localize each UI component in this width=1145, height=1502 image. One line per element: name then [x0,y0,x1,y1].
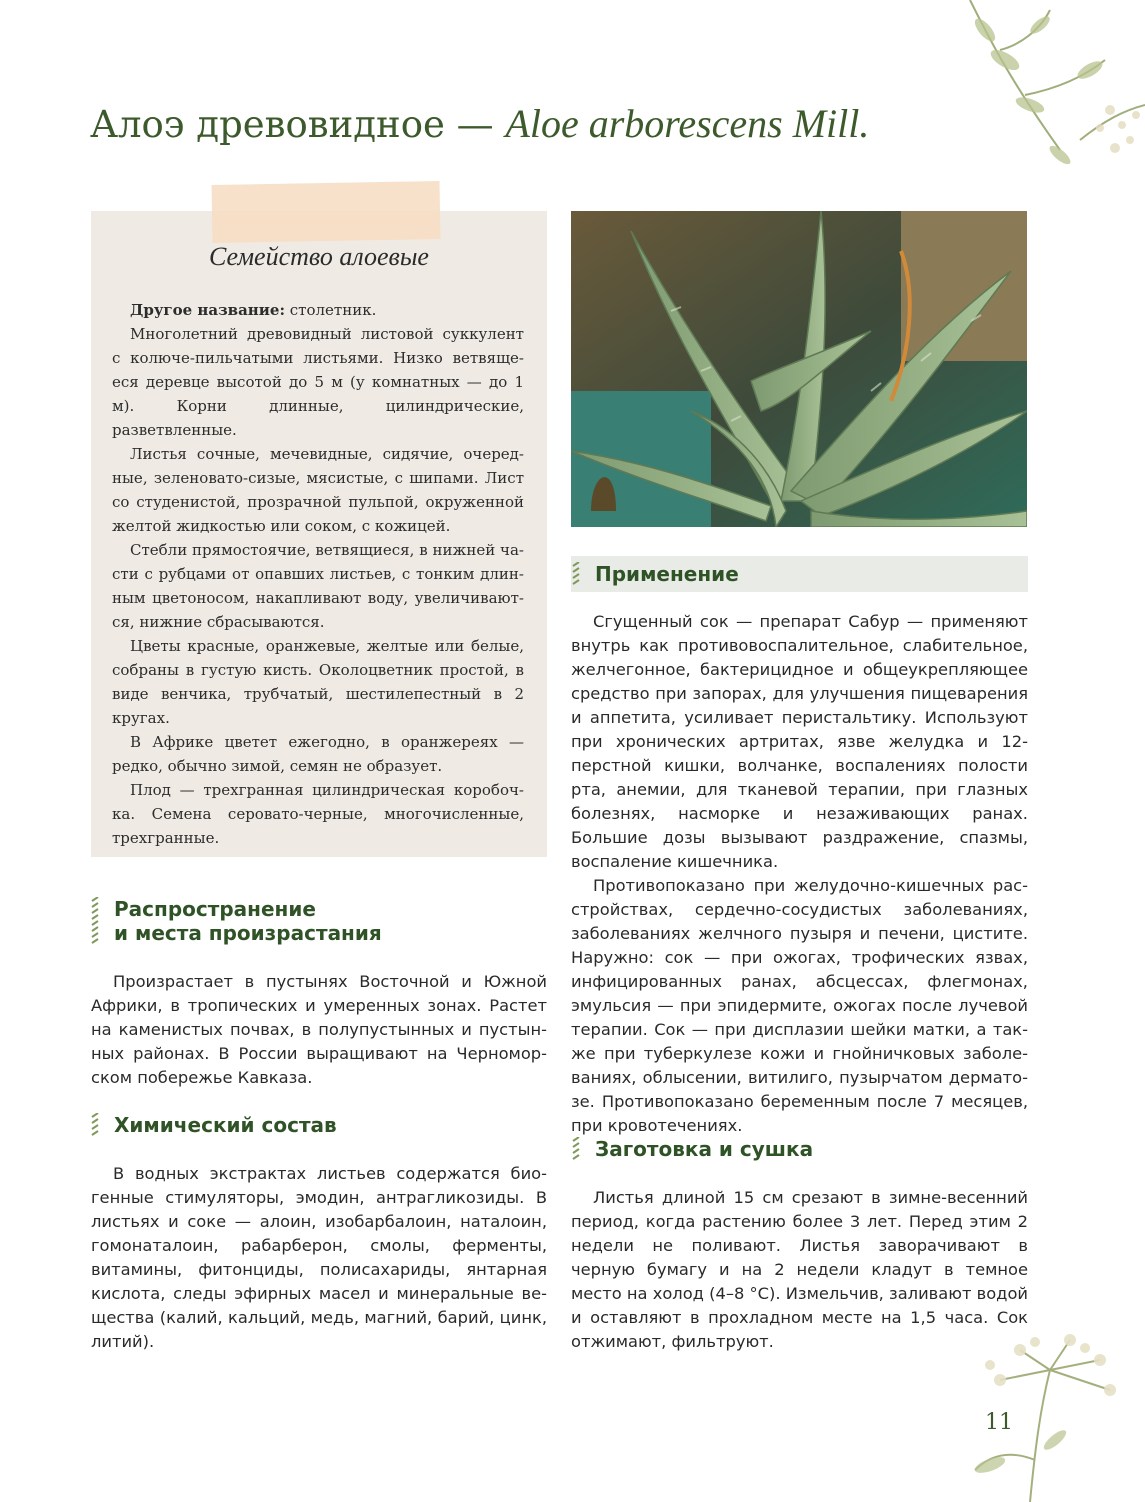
hatch-mark-icon [90,1113,100,1137]
family-description [112,298,524,850]
heading-harvest [595,1137,813,1161]
application-paragraph: Сгущенный сок — препарат Сабур — применяют внутрь как противовоспалительное, слабительное, желчегонное, бактерицидное и общеукрепляющее средство при запорах, для улучшения пищеварения и аппетита, усиливает перистальтику. Используют при хронических артритах, язве желудка и 12-перстной кишки, волчанке, воспалениях полости рта, анемии, для тканевой терапии, при глазных болезнях, насморке и незаживающих ранах. Большие дозы вызывают раздражение, спазмы, воспаление кишечника. [571,612,1028,871]
page-title: Алоэ древовидное — Aloe arborescens Mill. [90,101,870,146]
aloe-photo [571,211,1027,527]
heading-harvest-label: Заготовка и сушка [595,1137,814,1161]
heading-application-label: Применение [595,562,739,586]
heading-chemistry [114,1113,337,1137]
heading-application [595,562,739,586]
heading-distribution-line2: и места произрастания [114,921,382,945]
heading-distribution [114,897,382,945]
family-paragraph: В Африке цветет ежегодно, в оранжереях — редко, обычно зимой, семян не образует. [112,733,524,775]
heading-distribution-line1: Распространение [114,897,316,921]
botanical-illustration-top [930,0,1145,190]
heading-chemistry-label: Химический состав [114,1113,337,1137]
distribution-paragraph: Произрастает в пустынях Восточной и Южной Африки, в тропических и умеренных зонах. Растет на каменистых почвах, в полупустынных и пустынных районах. В России выращивают на Черноморском побережье Кавказа. [91,972,547,1087]
application-paragraph: Противопоказано при желудочно-кишечных расстройствах, сердечно-сосудистых заболеваниях, заболеваниях желчного пузыря и печени, цистите. Наружно: сок — при ожогах, трофических язвах, инфицированных ранах, абсцессах, флегмонах, эмульсия — при эпидермите, ожогах после лучевой терапии. Сок — при дисплазии шейки матки, а также при туберкулезе кожи и гнойничковых заболеваниях, облысении, витилиго, пузырчатом дерматозе. Противопоказано беременным после 7 месяцев, при кровотечениях. [571,876,1028,1135]
family-paragraph: Листья сочные, мечевидные, сидячие, очередные, зеленовато-сизые, мясистые, с шипами. Лист со студенистой, прозрачной пульпой, окруженной желтой жидкостью или соком, с кожицей. [112,445,524,535]
page-number: 11 [985,1410,1013,1435]
tape-decoration [212,181,441,243]
family-paragraph: Стебли прямостоячие, ветвящиеся, в нижней части с рубцами от опавших листьев, с тонким длинным цветоносом, накапливают воду, увеличиваются, нижние сбрасываются. [112,541,524,631]
hatch-mark-icon [571,1137,581,1161]
harvest-text [571,1186,1028,1354]
hatch-mark-icon [571,562,581,586]
hatch-mark-icon [90,897,100,945]
family-title: Семейство алоевые [209,242,429,271]
harvest-paragraph: Листья длиной 15 см срезают в зимне-весенний период, когда растению более 3 лет. Перед этим 2 недели не поливают. Листья заворачивают в черную бумагу и на 2 недели кладут в темное место на холод (4–8 °C). Измельчив, заливают водой и оставляют в прохладном месте на 1,5 часа. Сок отжимают, фильтруют. [571,1188,1028,1351]
family-paragraph: Плод — трехгранная цилиндрическая коробочка. Семена серовато-черные, многочисленные, трехгранные. [112,781,524,847]
chemistry-paragraph: В водных экстрактах листьев содержатся биогенные стимуляторы, эмодин, антрагликозиды. В листьях и соке — алоин, изобарбалоин, наталоин, гомонаталоин, рабарберон, смолы, ферменты, витамины, фитонциды, полисахариды, янтарная кислота, следы эфирных масел и минеральные вещества (калий, кальций, медь, магний, барий, цинк, литий). [91,1164,547,1351]
application-text [571,610,1028,1138]
distribution-text [91,970,547,1090]
other-name-value: столетник. [285,301,377,319]
family-paragraph: Многолетний древовидный листовой суккулент с колюче-пильчатыми листьями. Низко ветвящееся деревце высотой до 5 м (у комнатных — до 1 м). Корни длинные, цилиндрические, разветвленные. [112,325,524,439]
chemistry-text [91,1162,547,1354]
other-name-label: Другое название: [130,301,285,319]
family-paragraph: Цветы красные, оранжевые, желтые или белые, собраны в густую кисть. Околоцветник простой, в виде венчика, трубчатый, шестилепестный в 2 кругах. [112,637,524,727]
latin-name: Aloe arborescens Mill. [505,101,870,146]
